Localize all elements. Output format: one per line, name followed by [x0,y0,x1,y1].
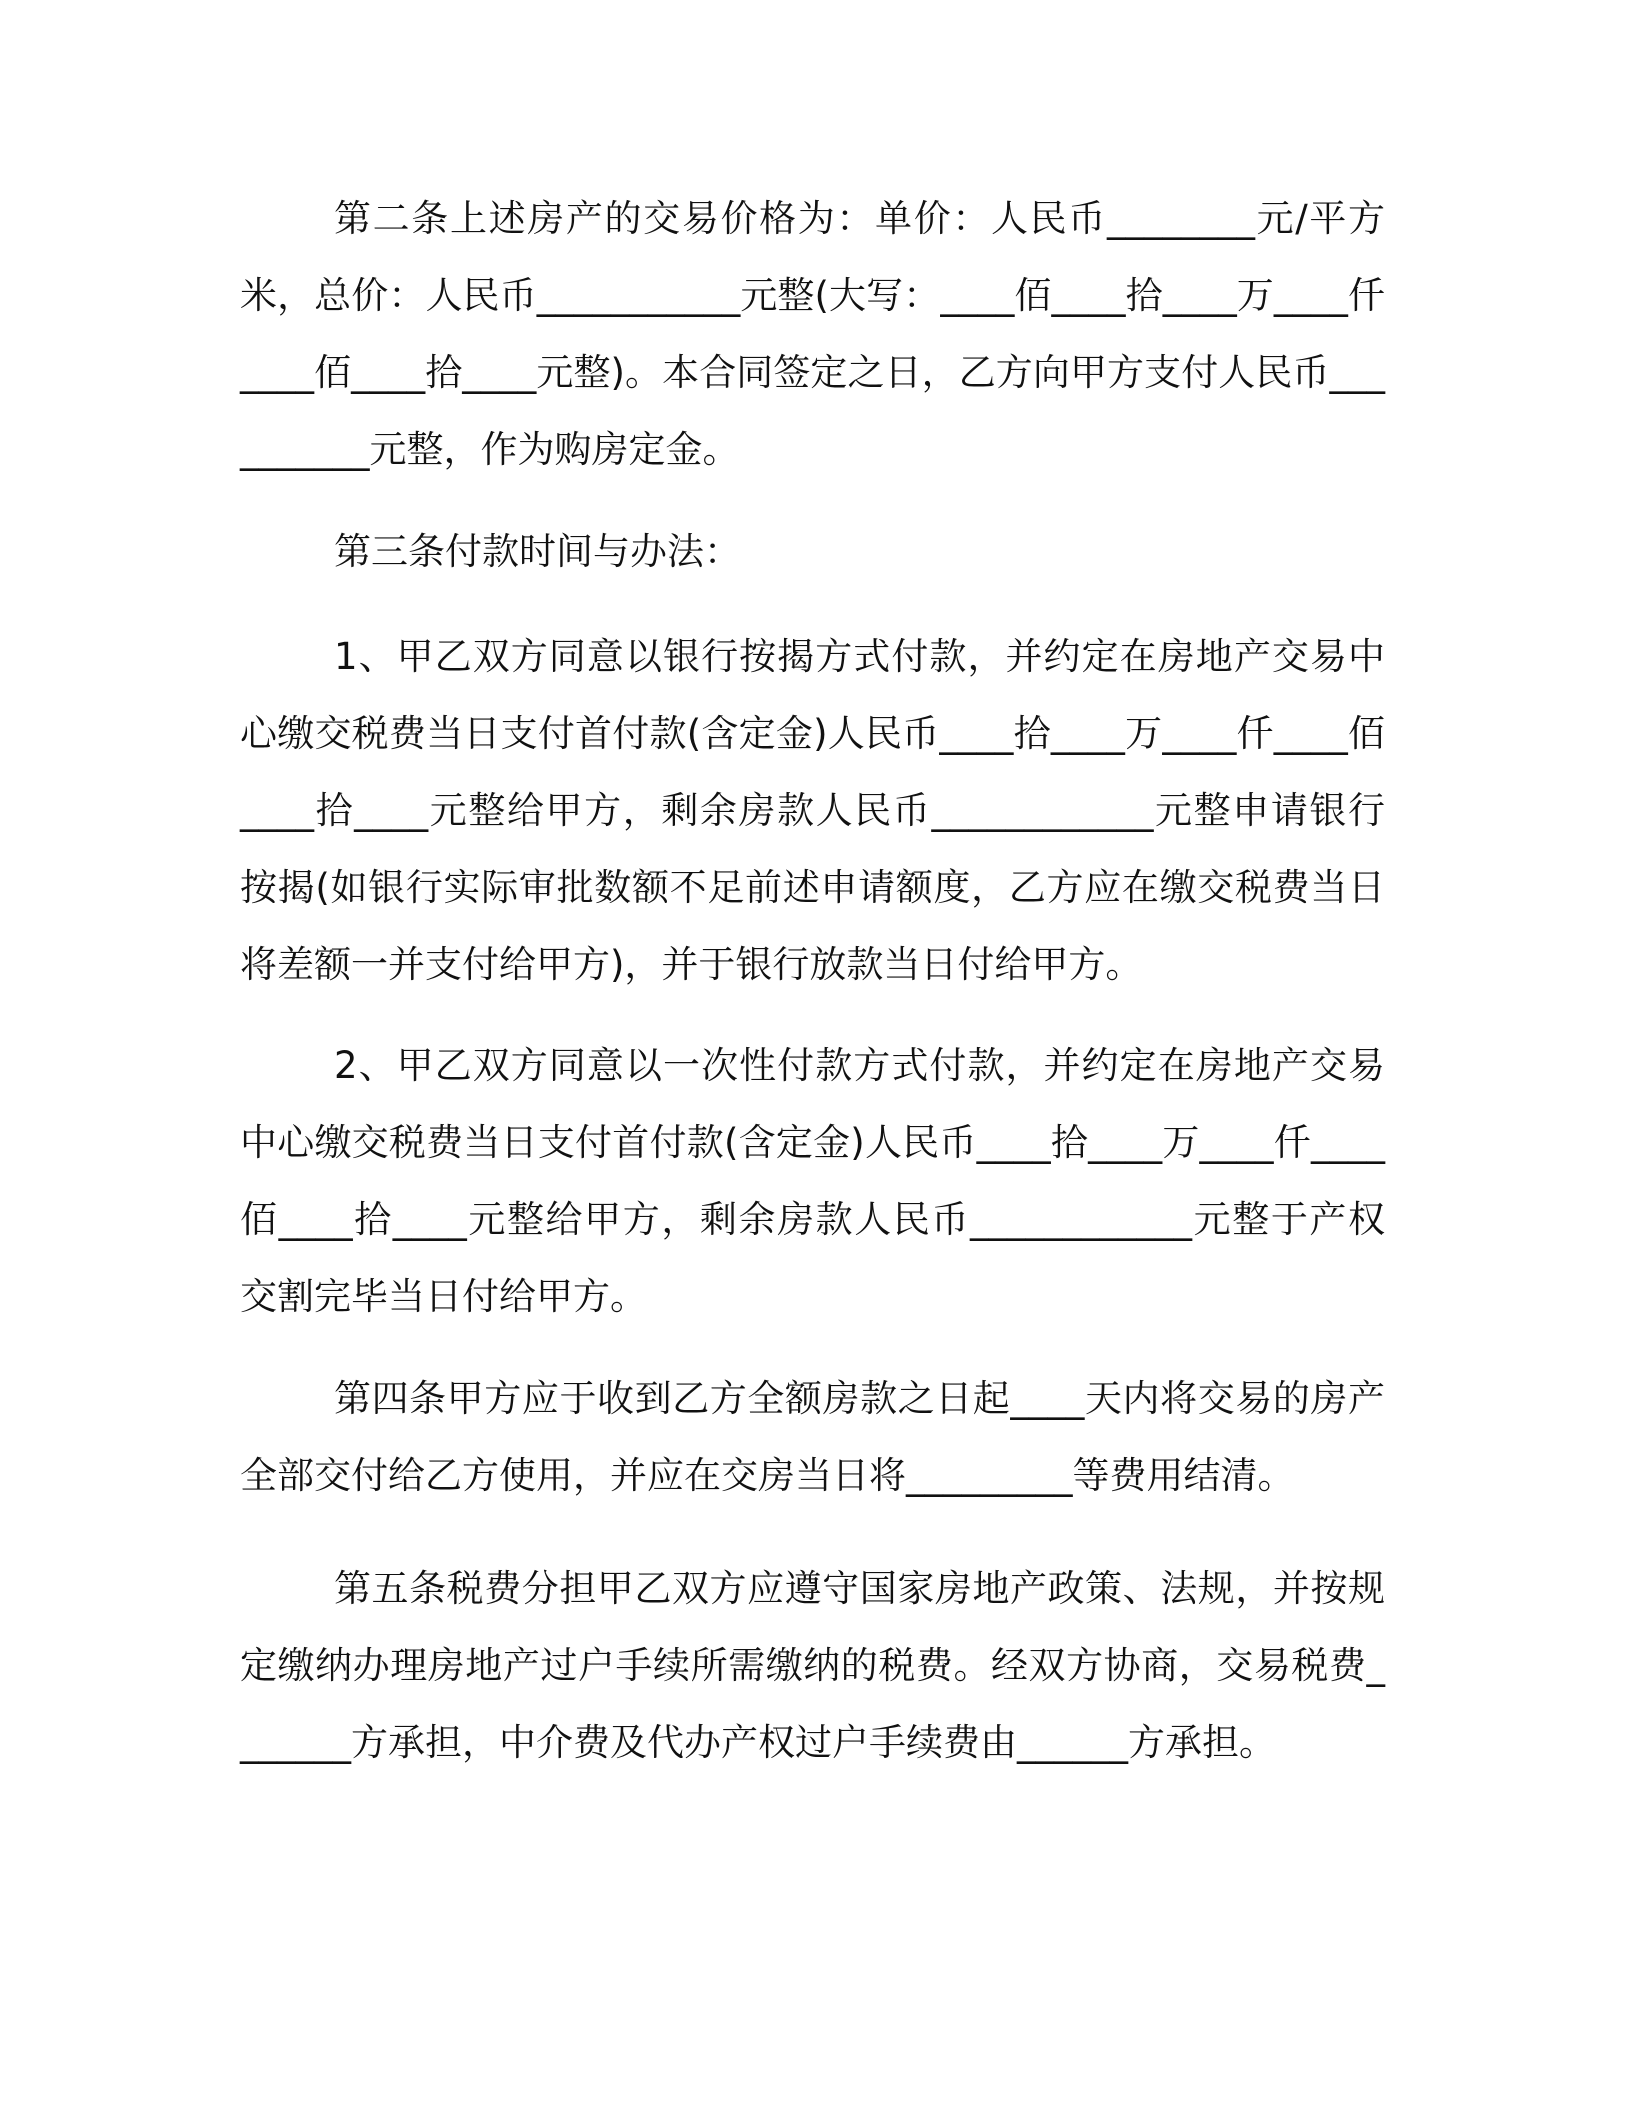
clause-3-item-2-paragraph: 2、甲乙双方同意以一次性付款方式付款，并约定在房地产交易中心缴交税费当日支付首付款(含定金)人民币____拾____万____仟____佰____拾____元整给甲方，剩余房款人民币____________元整于产权交割完毕当日付给甲方。 [240,1044,1385,1318]
clause-3-item-1-paragraph: 1、甲乙双方同意以银行按揭方式付款，并约定在房地产交易中心缴交税费当日支付首付款(含定金)人民币____拾____万____仟____佰____拾____元整给甲方，剩余房款人民币____________元整申请银行按揭(如银行实际审批数额不足前述申请额度，乙方应在缴交税费当日将差额一并支付给甲方)，并于银行放款当日付给甲方。 [240,635,1385,986]
clause-5-paragraph: 第五条税费分担甲乙双方应遵守国家房地产政策、法规，并按规定缴纳办理房地产过户手续所需缴纳的税费。经双方协商，交易税费_______方承担，中介费及代办产权过户手续费由______方承担。 [240,1567,1385,1764]
clause-4-paragraph: 第四条甲方应于收到乙方全额房款之日起____天内将交易的房产全部交付给乙方使用，并应在交房当日将_________等费用结清。 [240,1377,1385,1497]
clause-3-heading: 第三条付款时间与办法： [334,530,741,573]
clause-2-price-paragraph: 第二条上述房产的交易价格为：单价：人民币________元/平方米，总价：人民币___________元整(大写：____佰____拾____万____仟____佰____拾____元整)。本合同签定之日，乙方向甲方支付人民币__________元整，作为购房定金。 [240,197,1385,471]
